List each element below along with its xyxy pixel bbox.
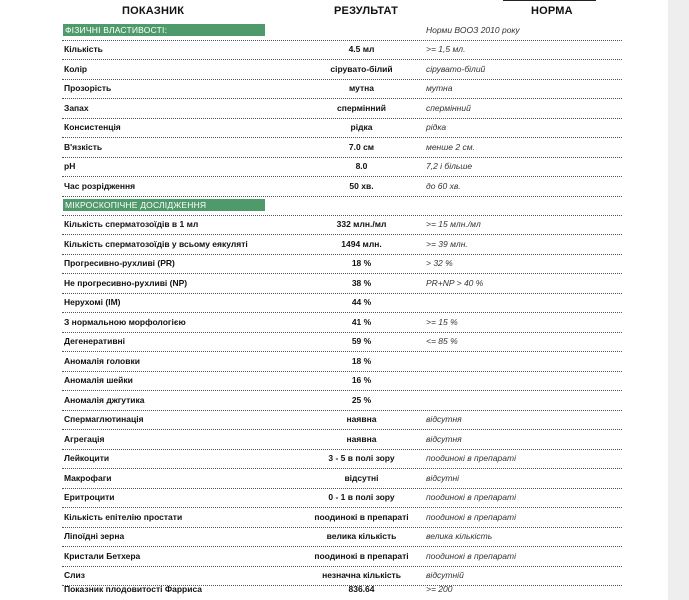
row-name: Прогресивно-рухливі (PR) [64,258,175,268]
row-value: 18 % [351,258,372,268]
row-value: 7.0 см [348,141,375,152]
row-norm: > 32 % [426,258,453,268]
row-name: Аномалія головки [64,355,140,366]
row-norm: рідка [426,122,447,132]
table-row [62,118,622,138]
table-row [62,488,622,508]
row-norm: сірувато-білий [426,63,486,74]
row-name: Ліпоїдні зерна [64,531,125,541]
table-row [62,235,622,255]
table-row [62,371,622,391]
row-norm: <= 85 % [426,336,458,346]
section-microscopic [62,196,622,216]
row-norm: поодинокі в препараті [426,550,516,561]
row-name: Консистенція [64,122,121,132]
row-name: В'язкість [64,141,103,152]
row-value: 44 % [351,297,372,307]
row-name: Кількість сперматозоїдів у всьому еякуляті [64,238,248,249]
row-norm: до 60 хв. [426,180,461,191]
row-norm: >= 200 [426,584,453,594]
row-name: Агрегація [64,433,105,444]
row-name: Час розрідження [64,180,136,191]
table-row [62,469,622,489]
section-title: ФІЗИЧНІ ВЛАСТИВОСТІ: [65,25,168,35]
row-norm: велика кількість [426,531,493,541]
table-row [62,449,622,469]
row-norm: поодинокі в препараті [426,492,516,502]
row-value: 38 % [351,277,372,288]
header-result: РЕЗУЛЬТАТ [334,5,399,17]
row-norm: поодинокі в препараті [426,511,516,522]
section-title: МІКРОСКОПІЧНЕ ДОСЛІДЖЕННЯ [65,200,207,210]
section-physical [62,21,622,41]
table-row [62,79,622,99]
header-norm: НОРМА [531,5,573,17]
row-value: рідка [350,122,373,132]
row-name: Дегенеративні [64,336,126,346]
row-norm: PR+NP > 40 % [426,277,484,288]
row-value: 18 % [351,355,372,366]
row-norm: відсутній [426,570,464,580]
row-value: наявна [346,414,377,424]
row-value: відсутні [344,472,379,483]
row-value: поодинокі в препараті [314,511,409,522]
norm-header-rule [503,0,596,1]
table-row [62,580,622,599]
row-name: Еритроцити [64,492,115,502]
row-norm: 7,2 і більше [426,161,473,171]
row-name: Кількість [64,44,103,54]
row-name: Колір [64,63,88,74]
row-value: спермінний [336,102,387,113]
table-row [62,215,622,235]
table-row [62,274,622,294]
table-row [62,293,622,313]
table-row [62,157,622,177]
page-edge [668,0,689,600]
row-name: Спермаглютинація [64,414,144,424]
row-name: Лейкоцити [64,453,110,463]
row-name: pH [64,161,76,171]
row-norm: мутна [426,83,453,93]
row-norm: >= 15 % [426,316,458,327]
table-row [62,527,622,547]
row-value: наявна [346,433,377,444]
row-value: сірувато-білий [330,63,393,74]
row-value: велика кількість [326,531,397,541]
row-value: поодинокі в препараті [314,550,409,561]
row-name: Прозорість [64,83,112,93]
section-norms-note: Норми ВООЗ 2010 року [426,25,520,35]
row-value: 836.64 [348,584,375,594]
row-norm: спермінний [426,102,471,113]
row-name: Аномалія джгутика [64,394,145,405]
row-name: Аномалія шейки [64,375,133,385]
row-norm: відсутні [426,472,460,483]
row-value: 1494 млн. [341,238,382,249]
row-norm: поодинокі в препараті [426,453,516,463]
row-value: 4.5 мл [348,44,375,54]
row-value: 8.0 [355,161,368,171]
table-row [62,177,622,197]
row-name: Запах [64,102,89,113]
table-row [62,313,622,333]
row-norm: відсутня [426,433,462,444]
table-row [62,40,622,60]
row-name: Показник плодовитості Фарриса [64,584,203,594]
row-name: Макрофаги [64,472,112,483]
row-norm: >= 15 млн./мл [426,219,481,229]
row-value: 59 % [351,336,372,346]
table-row [62,352,622,372]
row-name: Нерухомі (IM) [64,297,121,307]
row-name: Кристали Бетхера [64,550,141,561]
row-value: 41 % [351,316,372,327]
row-value: 332 млн./мл [336,219,387,229]
row-value: 50 хв. [349,180,374,191]
table-row [62,391,622,411]
row-name: З нормальною морфологією [64,316,186,327]
header-indicator: ПОКАЗНИК [122,5,185,17]
table-row [62,508,622,528]
row-value: 16 % [351,375,372,385]
row-name: Кількість сперматозоїдів в 1 мл [64,219,199,229]
row-name: Не прогресивно-рухливі (NP) [64,277,188,288]
row-value: 0 - 1 в полі зору [328,492,395,502]
row-value: незначна кількість [322,570,401,580]
table-row [62,332,622,352]
table-row [62,138,622,158]
table-row [62,410,622,430]
row-norm: менше 2 см. [426,141,475,152]
table-row [62,60,622,80]
row-value: мутна [348,83,375,93]
table-row [62,547,622,567]
row-value: 3 - 5 в полі зору [328,453,395,463]
row-name: Слиз [64,570,85,580]
row-norm: >= 39 млн. [426,238,468,249]
table-row [62,99,622,119]
table-row [62,430,622,450]
row-norm: >= 1,5 мл. [426,44,466,54]
row-name: Кількість епітелію простати [64,511,183,522]
row-norm: відсутня [426,414,462,424]
table-row [62,254,622,274]
row-value: 25 % [351,394,372,405]
